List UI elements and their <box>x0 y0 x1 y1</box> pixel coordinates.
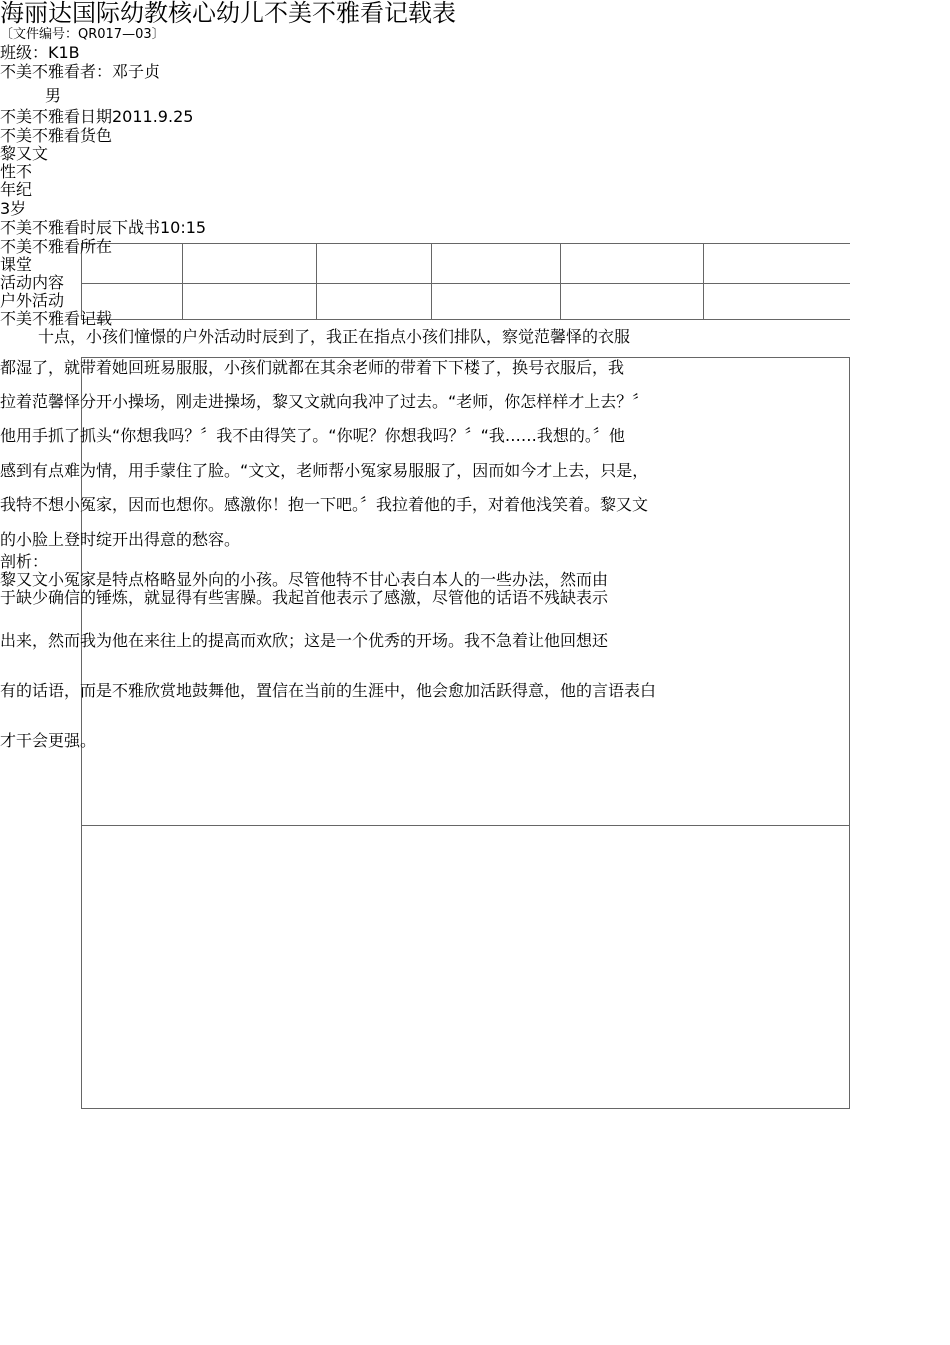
record-line: 都湿了，就带着她回班易服服，小孩们就都在其余老师的带着下下楼了，换号衣服后，我 <box>0 358 625 377</box>
record-line: 他用手抓了抓头“你想我吗？〞我不由得笑了。“你呢？你想我吗？〞“我……我想的。〞他 <box>0 426 625 445</box>
table-line-bottom <box>81 319 850 320</box>
record-label: 不美不雅看记载 <box>0 309 113 328</box>
file-number: 〔文件编号：QR017—03〕 <box>0 27 165 42</box>
child-name: 黎又文 <box>0 144 49 163</box>
activity-value: 户外活动 <box>0 291 65 310</box>
analysis-label: 剖析： <box>0 552 49 571</box>
table-vline-3 <box>316 243 317 320</box>
record-line: 十点，小孩们憧憬的户外活动时辰到了，我正在指点小孩们排队，察觉范馨怿的衣服 <box>38 327 631 346</box>
class-info: 班级：K1B <box>0 43 80 62</box>
gender-label: 性不 <box>0 162 33 181</box>
table-line-mid <box>81 283 850 284</box>
table-vline-6 <box>703 243 704 320</box>
observation-date: 不美不雅看日期2011.9.25 <box>0 107 194 126</box>
record-line: 感到有点难为情，用手蒙住了脸。“文文，老师帮小冤家易服服了，因而如今才上去，只是， <box>0 461 649 480</box>
record-line: 拉着范馨怿分开小操场，刚走进操场，黎又文就向我冲了过去。“老师，你怎样样才上去？〞 <box>0 392 649 411</box>
analysis-line: 才干会更强。 <box>0 731 97 750</box>
age-value: 3岁 <box>0 199 27 218</box>
activity-label: 活动内容 <box>0 273 65 292</box>
observation-time: 不美不雅看时辰下战书10:15 <box>0 218 207 237</box>
table-line-top <box>81 243 850 244</box>
table-vline-5 <box>560 243 561 320</box>
subject-label: 不美不雅看货色 <box>0 126 113 145</box>
location-value: 课堂 <box>0 255 33 274</box>
analysis-line: 于缺少确信的锤炼，就显得有些害臊。我起首他表示了感激，尽管他的话语不残缺表示 <box>0 588 609 607</box>
location-label: 不美不雅看所在 <box>0 237 113 256</box>
gender-value: 男 <box>45 86 62 105</box>
table-vline-2 <box>182 243 183 320</box>
analysis-line: 出来，然而我为他在来往上的提高而欢欣；这是一个优秀的开场。我不急着让他回想还 <box>0 631 609 650</box>
age-label: 年纪 <box>0 180 33 199</box>
record-line: 的小脸上登时绽开出得意的愁容。 <box>0 530 241 549</box>
record-line: 我特不想小冤家，因而也想你。感激你！抱一下吧。〞我拉着他的手，对着他浅笑着。黎又文 <box>0 495 649 514</box>
analysis-line: 有的话语，而是不雅欣赏地鼓舞他，置信在当前的生涯中，他会愈加活跃得意，他的言语表白 <box>0 681 657 700</box>
table-vline-4 <box>431 243 432 320</box>
page-title: 海丽达国际幼教核心幼儿不美不雅看记载表 <box>0 0 456 27</box>
extra-box <box>81 825 850 1109</box>
observer: 不美不雅看者：邓子贞 <box>0 62 161 81</box>
analysis-line: 黎又文小冤家是特点格略显外向的小孩。尽管他特不甘心表白本人的一些办法，然而由 <box>0 570 609 589</box>
